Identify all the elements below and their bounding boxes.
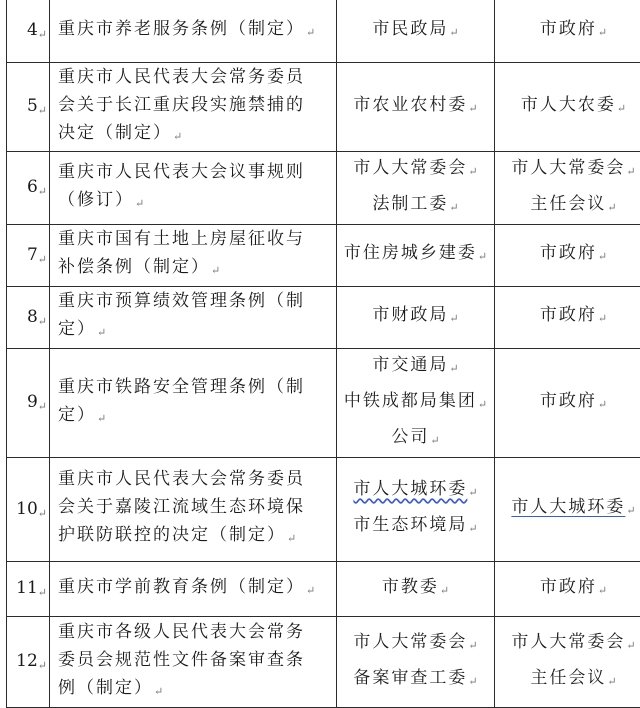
title-text: 重庆市各级人民代表大会常务 [58,622,305,642]
row-number: 10 [16,499,38,519]
resp-text: 市人大农委 [521,95,616,115]
row-number-cell [7,224,50,286]
submitting-body-cell [495,348,640,457]
drafting-unit-cell [337,348,495,457]
submitting-body-cell [495,224,640,286]
resp-line [495,13,640,49]
unit-text: 市交通局 [372,355,448,375]
paragraph-mark-icon: ↵ [38,400,47,413]
title-text: 补偿条例（制定） [58,257,210,277]
unit-line [337,13,494,49]
drafting-unit-cell [337,62,495,151]
unit-line [337,385,494,421]
paragraph-mark-icon: ↵ [449,201,458,214]
paragraph-mark-icon: ↵ [617,102,626,115]
submitting-body-cell [495,151,640,224]
resp-line [495,491,640,527]
resp-line [495,152,640,188]
row-number-cell [7,457,50,561]
unit-text: 市人大城环委 [353,479,467,499]
drafting-unit-cell [337,0,495,62]
title-line [58,287,330,315]
title-text: 重庆市人民代表大会议事规则 [58,162,305,182]
unit-text: 市人大常委会 [353,158,467,178]
unit-text: 市农业农村委 [353,95,467,115]
paragraph-mark-icon: ↵ [38,507,47,520]
paragraph-mark-icon: ↵ [38,28,47,41]
title-line [58,91,330,119]
title-text: 重庆市国有土地上房屋征收与 [58,229,305,249]
resp-text: 市人大城环委 [511,497,625,517]
table-row [7,224,640,286]
unit-line [337,509,494,545]
resp-line [495,571,640,607]
resp-text: 市政府 [540,305,597,325]
paragraph-mark-icon: ↵ [38,315,47,328]
submitting-body-cell [495,286,640,348]
regulation-title-cell [50,348,337,457]
row-number-cell [7,561,50,616]
regulation-title-cell [50,286,337,348]
paragraph-mark-icon: ↵ [468,639,477,652]
title-line [58,401,330,433]
table-row [7,151,640,224]
regulation-title-cell [50,0,337,62]
resp-text: 市政府 [540,577,597,597]
paragraph-mark-icon: ↵ [97,412,106,425]
row-number: 8 [27,307,38,327]
paragraph-mark-icon: ↵ [38,185,47,198]
unit-line [337,152,494,188]
resp-text: 市政府 [540,391,597,411]
row-number: 7 [27,245,38,265]
resp-line [495,299,640,335]
row-number-cell [7,616,50,707]
title-text: 会关于长江重庆段实施禁捕的 [58,95,305,115]
paragraph-mark-icon: ↵ [598,312,607,325]
resp-line [495,626,640,662]
row-number-cell [7,151,50,224]
regulation-title-cell [50,616,337,707]
title-line [58,573,330,605]
title-line [58,225,330,253]
row-number-cell [7,348,50,457]
unit-line [337,299,494,335]
paragraph-mark-icon: ↵ [38,586,47,599]
row-number: 9 [27,392,38,412]
unit-line [337,473,494,509]
paragraph-mark-icon: ↵ [287,532,296,545]
title-text: 重庆市预算绩效管理条例（制 [58,291,305,311]
regulation-title-cell [50,62,337,151]
regulation-title-cell [50,224,337,286]
table-row [7,62,640,151]
row-number: 12 [16,651,38,671]
submitting-body-cell [495,457,640,561]
paragraph-mark-icon: ↵ [598,398,607,411]
resp-line [495,237,640,273]
paragraph-mark-icon: ↵ [306,26,315,39]
title-text: 决定（制定） [58,123,172,143]
title-line [58,646,330,674]
row-number-cell [7,0,50,62]
title-text: 定） [58,405,96,425]
paragraph-mark-icon: ↵ [38,104,47,117]
paragraph-mark-icon: ↵ [626,639,635,652]
paragraph-mark-icon: ↵ [478,250,487,263]
drafting-unit-cell [337,224,495,286]
title-line [58,618,330,646]
title-text: 重庆市学前教育条例（制定） [58,577,305,597]
unit-line [337,188,494,224]
row-number: 11 [16,578,38,598]
unit-text: 中铁成都局集团 [344,391,477,411]
paragraph-mark-icon: ↵ [607,675,616,688]
paragraph-mark-icon: ↵ [598,584,607,597]
title-text: 会关于嘉陵江流域生态环境保 [58,497,305,517]
unit-text: 公司 [391,427,429,447]
title-text: 例（制定） [58,678,153,698]
paragraph-mark-icon: ↵ [626,504,635,517]
title-line [58,119,330,151]
resp-text: 市人大常委会 [511,158,625,178]
resp-text: 主任会议 [530,194,606,214]
unit-text: 市教委 [382,577,439,597]
regulation-title-cell [50,151,337,224]
paragraph-mark-icon: ↵ [38,253,47,266]
paragraph-mark-icon: ↵ [468,165,477,178]
table-row [7,348,640,457]
unit-text: 市财政局 [372,305,448,325]
title-text: 定） [58,319,96,339]
resp-text: 市人大常委会 [511,632,625,652]
paragraph-mark-icon: ↵ [598,250,607,263]
unit-text: 市民政局 [372,19,448,39]
paragraph-mark-icon: ↵ [626,165,635,178]
submitting-body-cell [495,561,640,616]
paragraph-mark-icon: ↵ [154,685,163,698]
paragraph-mark-icon: ↵ [468,522,477,535]
drafting-unit-cell [337,286,495,348]
title-text: 重庆市养老服务条例（制定） [58,19,305,39]
paragraph-mark-icon: ↵ [135,197,144,210]
row-number: 4 [27,20,38,40]
title-line [58,315,330,347]
submitting-body-cell [495,0,640,62]
drafting-unit-cell [337,457,495,561]
title-line [58,63,330,91]
row-number: 5 [27,96,38,116]
title-line [58,253,330,285]
unit-text: 备案审查工委 [353,668,467,688]
paragraph-mark-icon: ↵ [449,362,458,375]
unit-line [337,421,494,457]
unit-text: 市住房城乡建委 [344,243,477,263]
title-text: 重庆市人民代表大会常务委员 [58,67,305,87]
paragraph-mark-icon: ↵ [468,102,477,115]
title-text: 护联防联控的决定（制定） [58,525,286,545]
resp-text: 市政府 [540,19,597,39]
table-row [7,457,640,561]
title-line [58,493,330,521]
paragraph-mark-icon: ↵ [449,26,458,39]
unit-line [337,626,494,662]
paragraph-mark-icon: ↵ [478,398,487,411]
drafting-unit-cell [337,151,495,224]
unit-text: 市人大常委会 [353,632,467,652]
paragraph-mark-icon: ↵ [468,675,477,688]
title-line [58,186,330,218]
regulation-title-cell [50,561,337,616]
submitting-body-cell [495,616,640,707]
paragraph-mark-icon: ↵ [449,312,458,325]
title-line [58,15,330,47]
resp-text: 市政府 [540,243,597,263]
row-number-cell [7,62,50,151]
title-text: 重庆市铁路安全管理条例（制 [58,377,305,397]
paragraph-mark-icon: ↵ [598,26,607,39]
resp-line [495,89,640,125]
table-row [7,561,640,616]
resp-line [495,188,640,224]
table-row [7,286,640,348]
title-text: 委员会规范性文件备案审查条 [58,650,305,670]
table-body [7,0,640,707]
title-line [58,373,330,401]
unit-line [337,571,494,607]
table-row [7,0,640,62]
paragraph-mark-icon: ↵ [468,486,477,499]
row-number-cell [7,286,50,348]
resp-text: 主任会议 [530,668,606,688]
unit-text: 市生态环境局 [353,515,467,535]
unit-line [337,237,494,273]
paragraph-mark-icon: ↵ [38,659,47,672]
drafting-unit-cell [337,616,495,707]
paragraph-mark-icon: ↵ [607,201,616,214]
title-line [58,521,330,553]
paragraph-mark-icon: ↵ [173,130,182,143]
paragraph-mark-icon: ↵ [430,434,439,447]
title-line [58,674,330,706]
legislation-plan-table [6,0,640,708]
regulation-title-cell [50,457,337,561]
paragraph-mark-icon: ↵ [306,584,315,597]
title-line [58,158,330,186]
resp-line [495,385,640,421]
submitting-body-cell [495,62,640,151]
title-text: 重庆市人民代表大会常务委员 [58,469,305,489]
paragraph-mark-icon: ↵ [97,326,106,339]
unit-line [337,349,494,385]
row-number: 6 [27,177,38,197]
title-text: （修订） [58,190,134,210]
unit-line [337,89,494,125]
paragraph-mark-icon: ↵ [440,584,449,597]
unit-text: 法制工委 [372,194,448,214]
drafting-unit-cell [337,561,495,616]
paragraph-mark-icon: ↵ [211,264,220,277]
title-line [58,465,330,493]
table-row [7,616,640,707]
